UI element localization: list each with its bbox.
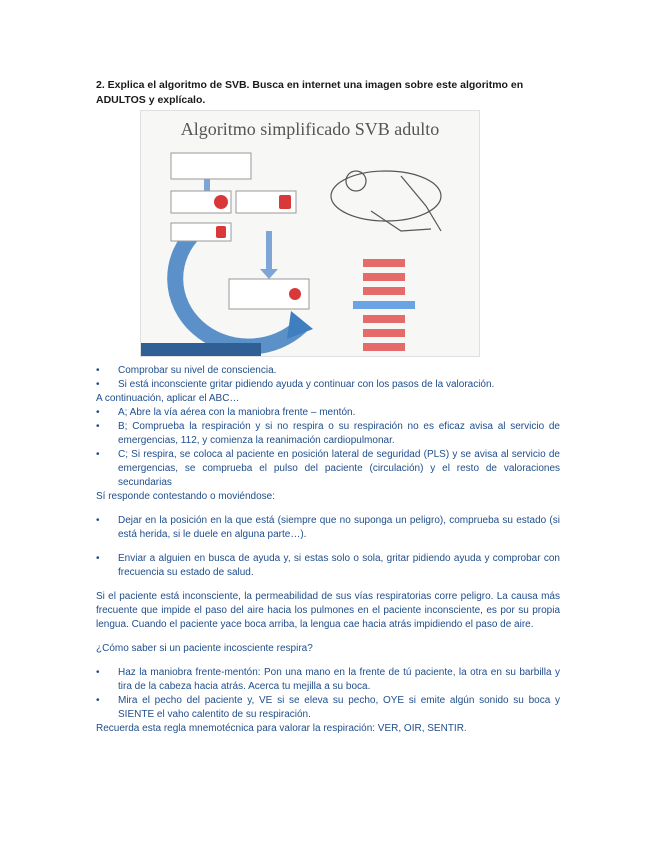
bullet-icon: •	[96, 695, 100, 706]
bullet-text: Si está inconsciente gritar pidiendo ayuda y continuar con los pasos de la valoración.	[118, 379, 495, 390]
list-item	[96, 420, 560, 448]
bullet-icon: •	[96, 515, 100, 526]
bullet-icon: •	[96, 365, 100, 376]
bullet-icon: •	[96, 407, 100, 418]
figure-title: Algoritmo simplificado SVB adulto	[180, 119, 440, 139]
list-item	[96, 406, 560, 420]
svb-algorithm-figure	[140, 110, 480, 357]
abc-intro: A continuación, aplicar el ABC…	[96, 393, 240, 404]
list-item	[96, 552, 560, 580]
bullet-text: Mira el pecho del paciente y, VE si se eleva su pecho, OYE si emite algún sonido su boca y SIENTE el vaho calentito de su respiración.	[118, 695, 560, 720]
responde-heading: Sí responde contestando o moviéndose:	[96, 491, 276, 502]
list-item	[96, 364, 560, 378]
paragraph-tongue: Si el paciente está inconsciente, la permeabilidad de sus vías respiratorias corre peligro. La causa más frecuente que impide el paso del aire hacia los pulmones en el paciente inconsciente, es por su propia lengua. Cuando el paciente yace boca arriba, la lengua cae hacia atrás impidiendo el paso de aire.	[96, 591, 560, 630]
bullet-text: Comprobar su nivel de consciencia.	[118, 365, 277, 376]
bullet-text: C; Si respira, se coloca al paciente en posición lateral de seguridad (PLS) y se avisa al servicio de emergencias, se comprueba el pulso del paciente (circulación) y el resto de valoraciones secundarias	[118, 449, 560, 488]
list-item	[96, 666, 560, 694]
bullet-icon: •	[96, 379, 100, 390]
bullet-text: A; Abre la vía aérea con la maniobra frente – mentón.	[118, 407, 356, 418]
bullet-icon: •	[96, 667, 100, 678]
list-item	[96, 378, 560, 392]
question-heading: 2. Explica el algoritmo de SVB. Busca en internet una imagen sobre este algoritmo en ADULTOS y explícalo.	[96, 79, 524, 106]
figure-graphic	[141, 111, 479, 356]
document-body	[96, 364, 560, 736]
bullet-icon: •	[96, 449, 100, 460]
bullet-text: Dejar en la posición en la que está (siempre que no suponga un peligro), comprueba su estado (si está herida, si le duele en alguna parte…).	[118, 515, 560, 540]
bullet-text: Enviar a alguien en busca de ayuda y, si estas solo o sola, gritar pidiendo ayuda y comprobar con frecuencia su estado de salud.	[118, 553, 560, 578]
bullet-icon: •	[96, 553, 100, 564]
bullet-text: Haz la maniobra frente-mentón: Pon una mano en la frente de tú paciente, la otra en su barbilla y tira de la cabeza hacia atrás. Acerca tu mejilla a su boca.	[118, 667, 560, 692]
list-item	[96, 448, 560, 490]
bullet-icon: •	[96, 421, 100, 432]
list-item	[96, 694, 560, 722]
bullet-text: B; Comprueba la respiración y si no respira o su respiración no es eficaz avisa al servicio de emergencias, 112, y comienza la reanimación cardiopulmonar.	[118, 421, 560, 446]
how-question: ¿Cómo saber si un paciente incosciente respira?	[96, 643, 313, 654]
list-item	[96, 514, 560, 542]
closing-line: Recuerda esta regla mnemotécnica para valorar la respiración: VER, OIR, SENTIR.	[96, 723, 467, 734]
